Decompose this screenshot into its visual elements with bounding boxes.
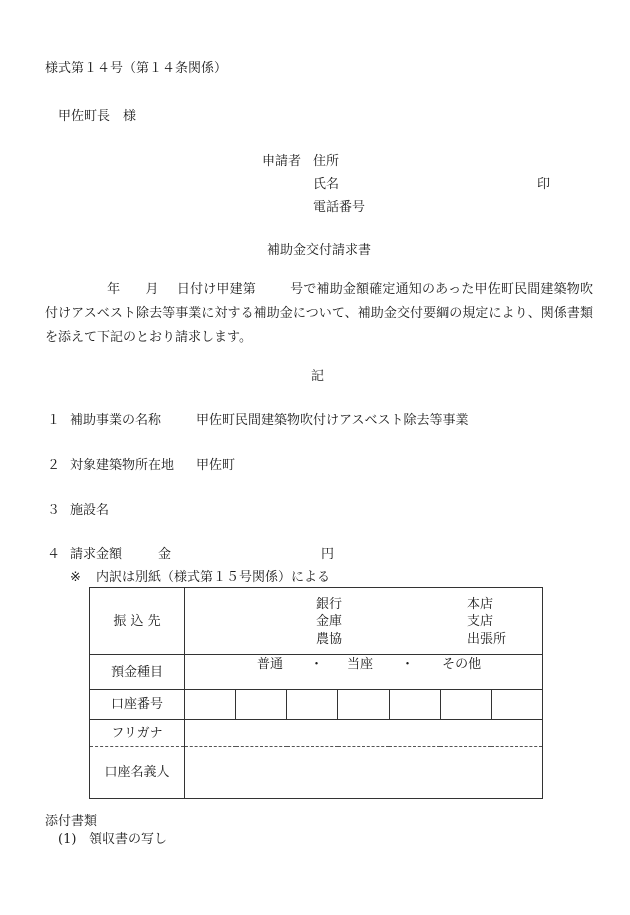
furigana-input[interactable]: [185, 720, 543, 747]
item-label-facility-name: 施設名: [70, 503, 110, 518]
ki-heading: 記: [311, 369, 325, 384]
account-holder-row: [90, 747, 543, 799]
option-separator: ・: [310, 657, 324, 672]
body-rest: 号で補助金額確定通知のあった甲佐町民間建築物吹付けアスベスト除去等事業に対する補助金について、補助金交付要綱の規定により、関係書類を添えて下記のとおり請求します。: [45, 282, 593, 345]
item-number: ３: [47, 503, 61, 518]
item-number: ２: [47, 458, 61, 473]
deposit-type-options[interactable]: [185, 655, 543, 690]
deposit-option-current[interactable]: 当座: [347, 657, 374, 672]
transfer-destination-label: 振 込 先: [90, 588, 185, 655]
attachments-heading: 添付書類: [45, 814, 98, 829]
deposit-type-label: 預金種目: [90, 655, 185, 690]
attachment-receipt-copy: 領収書の写し: [89, 832, 168, 847]
document-title: 補助金交付請求書: [267, 243, 372, 258]
seal-mark: 印: [537, 177, 551, 192]
item-value-building-location: 甲佐町: [196, 458, 236, 473]
item-number: １: [47, 413, 61, 428]
branch-branch: 支店: [467, 614, 494, 629]
account-digit-cell[interactable]: [491, 690, 542, 720]
furigana-label: フリガナ: [90, 720, 185, 747]
transfer-destination-cell[interactable]: [185, 588, 543, 655]
deposit-type-row: [90, 655, 543, 690]
account-digit-cell[interactable]: [440, 690, 491, 720]
attachment-number: (1): [58, 832, 77, 847]
addressee: 甲佐町長 様: [58, 109, 137, 124]
address-label: 住所: [313, 154, 340, 169]
account-number-row: [90, 690, 543, 720]
deposit-option-other[interactable]: その他: [442, 657, 482, 672]
account-holder-input[interactable]: [185, 747, 543, 799]
option-separator: ・: [401, 657, 415, 672]
phone-label: 電話番号: [313, 200, 366, 215]
account-digit-cell[interactable]: [287, 690, 338, 720]
applicant-heading: 申請者: [262, 154, 302, 169]
form-number: 様式第１４号（第１４条関係）: [45, 61, 228, 76]
account-holder-label: 口座名義人: [90, 747, 185, 799]
branch-main: 本店: [467, 597, 494, 612]
body-year: 年: [107, 282, 121, 297]
item-label-project-name: 補助事業の名称: [70, 413, 162, 428]
account-digit-cell[interactable]: [338, 690, 389, 720]
body-month: 月: [145, 282, 159, 297]
transfer-destination-row: [90, 588, 543, 655]
bank-transfer-table: [89, 587, 543, 799]
amount-prefix: 金: [158, 547, 172, 562]
item-value-project-name: 甲佐町民間建築物吹付けアスベスト除去等事業: [196, 413, 469, 428]
institution-nokyo: 農協: [316, 632, 343, 647]
institution-shinkin: 金庫: [316, 614, 343, 629]
name-label: 氏名: [313, 177, 340, 192]
account-digit-cell[interactable]: [389, 690, 440, 720]
amount-unit: 円: [321, 547, 335, 562]
account-number-label: 口座番号: [90, 690, 185, 720]
body-date-part: 日付け甲建第: [176, 282, 256, 297]
item-number: ４: [47, 547, 61, 562]
item-label-claim-amount: 請求金額: [70, 547, 123, 562]
deposit-option-ordinary[interactable]: 普通: [257, 657, 284, 672]
furigana-row: [90, 720, 543, 747]
branch-office: 出張所: [467, 632, 507, 647]
account-digit-cell[interactable]: [185, 690, 236, 720]
institution-bank: 銀行: [316, 597, 343, 612]
note-mark: ※: [70, 570, 81, 585]
account-digit-cell[interactable]: [236, 690, 287, 720]
item-label-building-location: 対象建築物所在地: [70, 458, 175, 473]
note-text: 内訳は別紙（様式第１５号関係）による: [96, 570, 331, 585]
body-paragraph: [45, 278, 593, 350]
